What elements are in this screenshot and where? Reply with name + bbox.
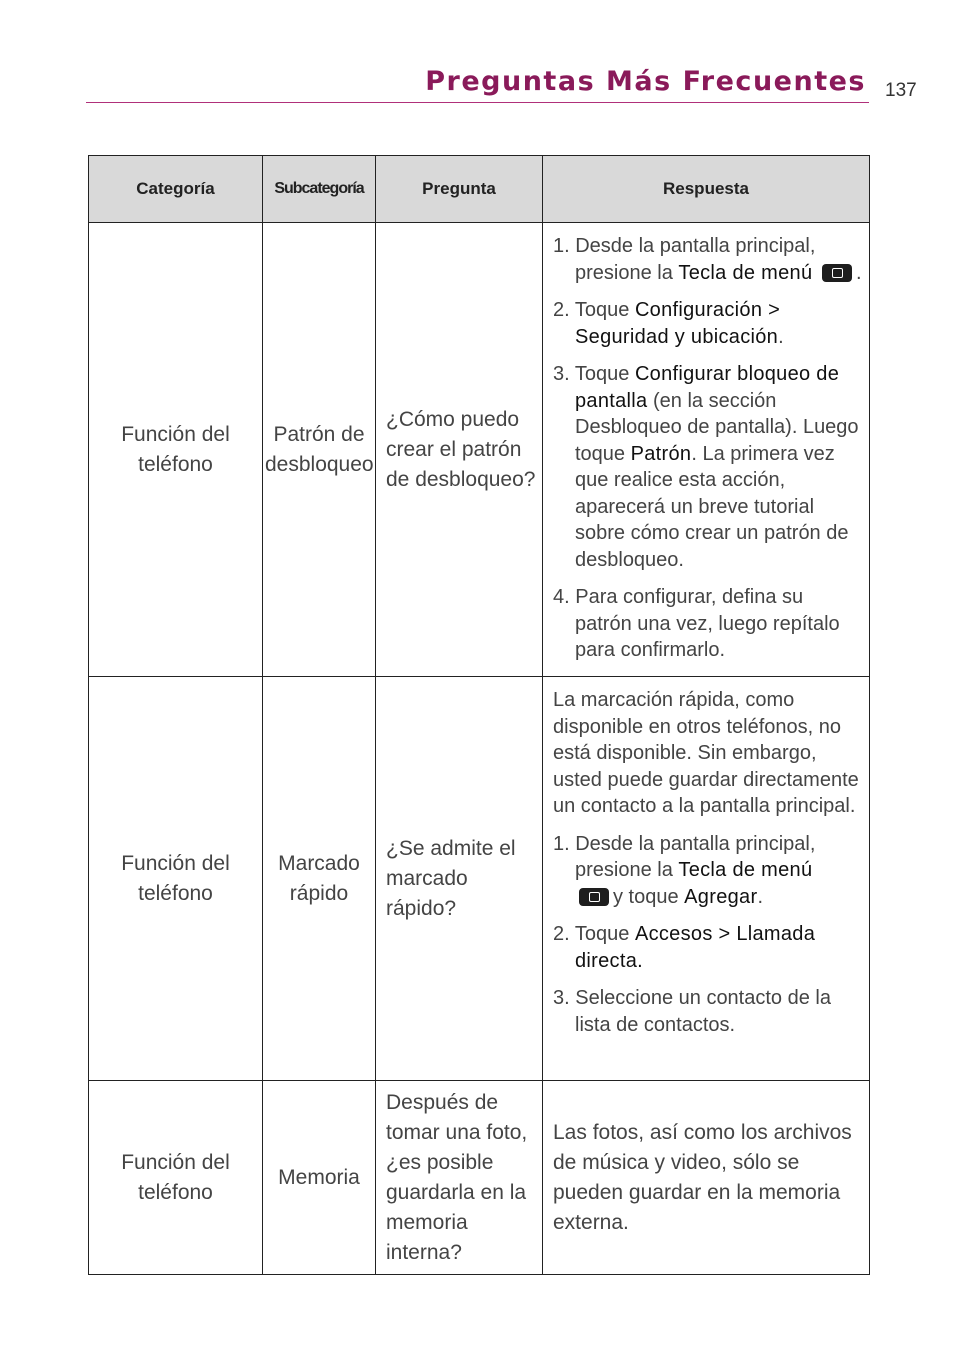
question-cell: Después de tomar una foto, ¿es posible guardarla en la memoria interna? [376, 1081, 543, 1275]
subcategory-cell: Memoria [263, 1081, 376, 1275]
step-text: . La primera vez que realice esta acción, aparecerá un breve tutorial sobre cómo crear un patrón de desbloqueo. [575, 442, 849, 571]
step-text: 3. Toque [553, 363, 635, 385]
step-text: 2. Toque [553, 923, 635, 945]
title-divider [86, 102, 869, 103]
answer-cell: Las fotos, así como los archivos de música y video, sólo se pueden guardar en la memoria externa. [543, 1081, 870, 1275]
table-row [89, 223, 870, 677]
menu-path: Accesos > Llamada directa. [575, 923, 816, 972]
answer-step [553, 831, 865, 911]
step-text: 1. Desde la pantalla principal, presione la [553, 235, 816, 284]
answer-step: 4. Para configurar, defina su patrón una vez, luego repítalo para confirmarlo. [553, 586, 840, 661]
step-text: y toque [613, 885, 685, 908]
table-header-row [89, 156, 870, 223]
menu-path: Agregar [684, 885, 758, 908]
step-text: . [778, 325, 784, 348]
step-text: 2. Toque [553, 299, 635, 321]
answer-step [553, 233, 865, 286]
page-title: Preguntas Más Frecuentes [425, 66, 866, 97]
question-cell: ¿Se admite el marcado rápido? [376, 677, 543, 1081]
category-cell: Función del teléfono [89, 677, 263, 1081]
table-row [89, 1081, 870, 1275]
step-text: 1. Desde la pantalla principal, presione la [553, 832, 816, 881]
page-number: 137 [885, 80, 917, 101]
answer-cell [543, 223, 870, 677]
header-subcategory: Subcategoría [263, 156, 376, 223]
answer-step [553, 297, 865, 350]
step-text: (en la sección Desbloqueo de pantalla). Luego toque [575, 389, 859, 465]
subcategory-cell: Marcado rápido [263, 677, 376, 1081]
step-text: . [757, 885, 763, 908]
answer-step: 3. Seleccione un contacto de la lista de contactos. [553, 987, 831, 1036]
menu-path: Configuración > Seguridad y ubicación [575, 299, 781, 348]
answer-intro: La marcación rápida, como disponible en otros teléfonos, no está disponible. Sin embargo, usted puede guardar directamente un contacto a la pantalla principal. [553, 689, 859, 817]
answer-step [553, 921, 865, 974]
category-cell: Función del teléfono [89, 223, 263, 677]
menu-key-label: Tecla de menú [678, 859, 813, 881]
answer-cell [543, 677, 870, 1081]
menu-key-icon [822, 264, 852, 282]
category-cell: Función del teléfono [89, 1081, 263, 1275]
faq-table [88, 155, 870, 1275]
menu-path: Patrón [630, 442, 692, 465]
header-category: Categoría [89, 156, 263, 223]
menu-key-icon [579, 888, 609, 906]
header-answer: Respuesta [543, 156, 870, 223]
header-question: Pregunta [376, 156, 543, 223]
menu-key-label: Tecla de menú [678, 261, 813, 284]
subcategory-cell: Patrón de desbloqueo [263, 223, 376, 677]
step-text: . [855, 261, 862, 284]
question-cell: ¿Cómo puedo crear el patrón de desbloqueo? [376, 223, 543, 677]
menu-path: Configurar bloqueo de pantalla [575, 363, 840, 412]
table-row [89, 677, 870, 1081]
answer-step [553, 361, 865, 573]
